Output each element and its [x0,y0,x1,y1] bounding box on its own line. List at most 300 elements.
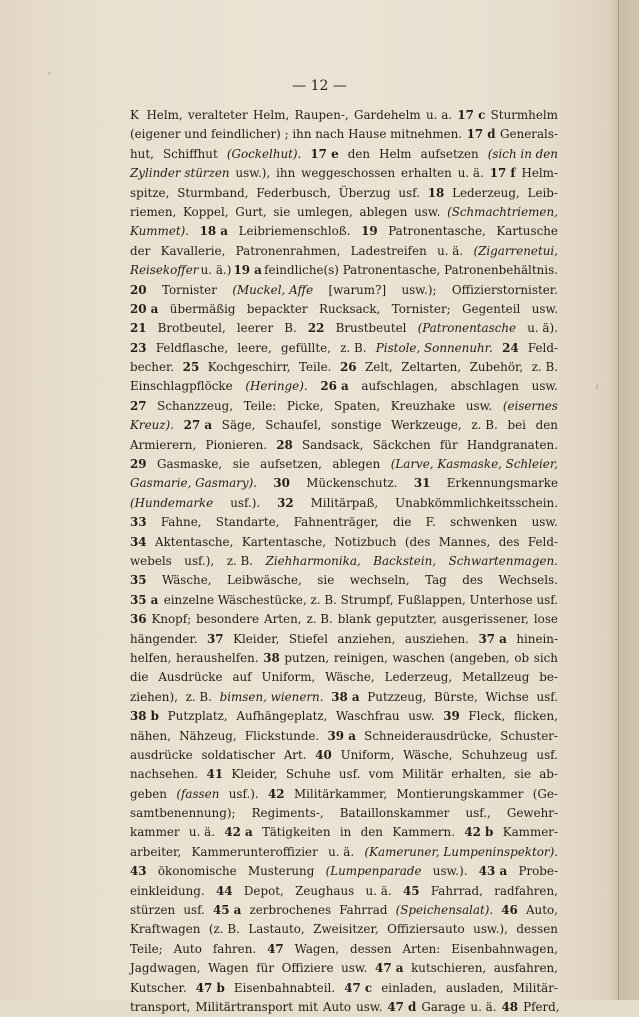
word: usf. [536,689,558,704]
text-line [130,959,558,978]
word: des [498,534,520,549]
entry-number: 19 [361,224,378,239]
text-line [130,300,558,319]
word: Schneiderausdrücke, [364,728,492,743]
word: Jagdwagen, [130,961,201,976]
word: ausziehen. [404,631,469,646]
word: Kartusche [496,224,558,239]
word: Tätigkeiten [262,825,331,840]
word: anziehen, [337,631,396,646]
word: fahren. [212,941,257,956]
word: nachsehen. [130,767,199,782]
text-line [130,184,558,203]
text-line [130,222,558,241]
word: u. ä. [328,844,355,859]
text-line [130,979,558,998]
word: Fahrrad, [430,883,483,898]
italic-term: bimsen, wienern. [219,689,324,704]
text-line [130,339,558,358]
word: Zeltarten, [401,360,462,375]
word: Gasmaske, [157,457,223,472]
word: Rucksack, [319,301,381,316]
word: hängender. [130,631,198,646]
word: Ausdrücke [158,670,223,685]
text-line [130,281,558,300]
italic-term: (eisernes [502,398,558,413]
word: Probe- [518,864,558,879]
word: webels [130,553,172,568]
text-line [130,920,558,939]
entry-number: 36 [130,612,147,627]
text-line [130,746,558,765]
italic-term: (Patronentasche [417,321,517,336]
word: geputzter, [376,612,437,627]
word: u. ä.) [200,263,232,278]
word: Pionieren. [205,437,268,452]
word: Zubehör, [469,360,524,375]
word: usw.). [432,864,468,879]
word: geben [130,786,167,801]
word: erhalten, [451,767,506,782]
word: soldatischer [201,747,275,762]
word: der [130,243,151,258]
fold-line [618,0,619,1000]
word: Patronenrahmen, [235,243,341,258]
word: weggeschossen [301,166,396,181]
word: (angeben, [449,650,510,665]
word: Aufhängeplatz, [236,709,328,724]
word: Knopf; [151,612,192,627]
word: ökonomische [157,864,237,879]
word: usf. [398,185,420,200]
entry-number: 17 c [457,108,486,122]
text-line [130,474,558,493]
word: ablegen [359,204,408,219]
word: leerer [236,321,274,336]
word: usw. [465,398,493,413]
italic-term: (Gockelhut). [226,146,302,161]
entry-number: 47 c [344,980,373,995]
word: Schaufel, [265,418,322,433]
word: z. B. [471,418,498,433]
italic-term: Schwartenmagen. [448,553,558,568]
text-line [130,998,558,1017]
text-line [130,727,558,746]
word: Handgranaten. [466,437,558,452]
word: Kleider, [231,767,278,782]
word: usw. [531,379,558,394]
word: Kartentasche, [241,534,327,549]
word: Uniform, [261,670,316,685]
word: Auto [173,941,202,956]
word: ablegen [332,457,381,472]
word: einzelne Wäschestücke, z. B. Strumpf, Fußlappen, Unterhose usf. [163,592,558,607]
word: usf.). [228,786,259,801]
word: Waschfrau [336,709,400,724]
word: Arten: [402,941,441,956]
italic-term: Backstein, [373,553,437,568]
entry-number: 35 [130,573,147,588]
word: den [347,146,371,161]
italic-term: (Larve, Kasmaske, Schleier, [390,457,558,472]
word: Koppel, [182,204,229,219]
entry-number: 18 a [199,224,229,239]
word: usw. [531,515,558,530]
text-line [130,707,558,726]
word: erhalten [401,166,452,181]
word: samtbenennung); [130,806,236,821]
word: Gewehr- [506,806,558,821]
word: Schuhe [285,767,331,782]
entry-number: 27 [130,398,147,413]
word: Kutscher. [130,980,187,995]
word: z. B. [306,612,333,627]
word: Generals- [500,127,558,142]
word: Brotbeutel, [157,321,226,336]
entry-number: 43 a [478,864,508,879]
italic-term: Pistole, Sonnenuhr. [375,340,493,355]
word: sonstige [331,418,382,433]
word: ob [514,650,530,665]
word: spitze, [130,185,170,200]
word: Raupen-, [294,108,349,122]
word: für [439,437,458,452]
word: Gardehelm [353,108,421,122]
word: Unabkömmlichkeitsschein. [395,495,558,510]
entry-number: 38 [263,650,280,665]
word: u. ä. [188,825,216,840]
word: u. ä). [527,321,558,336]
word: Wichse [485,689,529,704]
word: ausdrücke [130,747,193,762]
italic-term: Gasmarie, Gasmary). [130,476,258,491]
text-line [130,630,558,649]
italic-term: (Speichensalat). [395,903,494,918]
text-line [130,610,558,629]
word: Teile; [130,941,163,956]
page-number: — 12 — [292,78,347,94]
word: feindliche(s) Patronentasche, Patronenbehältnis. [264,263,558,278]
word: Bürste, [434,689,478,704]
italic-term: Kummet). [130,224,190,239]
italic-term: (Zigarrenetui, [473,243,558,258]
word: F. [425,515,436,530]
entry-number: 45 [402,883,420,898]
word: radfahren, [494,883,558,898]
word: Sandsack, [302,437,364,452]
word: nähen, [130,728,171,743]
word: Putzzeug, [367,689,427,704]
word: die [392,515,412,530]
text-line [130,940,558,959]
italic-term: Kreuz). [130,418,174,433]
word: Picke, [286,398,324,413]
entry-number: 18 [427,185,445,200]
entry-number: 23 [130,340,147,355]
italic-term: (Heringe). [245,379,308,394]
word: Federbusch, [256,185,331,200]
italic-term: (sich in den [487,146,558,161]
word: wechseln, [349,573,410,588]
word: Schuster- [500,728,558,743]
word: Fahnenträger, [293,515,379,530]
word: Gurt, [235,204,267,219]
word: heraushelfen. [176,650,259,665]
text-line [130,242,558,261]
entry-number: 30 [273,476,290,491]
text-line [130,765,558,784]
word: bei [507,418,526,433]
word: (z. B. [208,922,240,937]
entry-number: 24 [502,340,519,355]
italic-term: (Schmachtriemen, [447,204,558,219]
word: ausladen, [445,980,504,995]
word: Militär [401,767,444,782]
word: [warum?] [328,282,387,297]
word: Mückenschutz. [306,476,398,491]
word: Flickstunde. [244,728,320,743]
entry-number: 21 [130,321,147,336]
word: Helm [379,146,412,161]
word: B. [284,321,297,336]
word: Schiffhut [162,146,218,161]
text-line [130,358,558,377]
italic-term: (fassen [176,786,220,801]
word: Spaten, [334,398,381,413]
text-line [130,319,558,338]
word: Feld- [527,534,558,549]
word: Kleider, [233,631,280,646]
entry-number: 17 f [489,166,516,181]
word: Putzplatz, [167,709,228,724]
word: Wäsche, [403,747,453,762]
entry-number: 46 [501,903,518,918]
body-text [130,106,558,1017]
word: sich [533,650,558,665]
entry-number: 47 [267,941,284,956]
entry-number: 27 a [183,418,213,433]
word: Garage [421,999,466,1014]
word: kammer [130,825,180,840]
word: aufsetzen [420,146,479,161]
word: transport, [130,999,191,1014]
entry-number: 19 a [233,263,262,278]
word: hut, [130,146,154,161]
word: leere, [237,340,272,355]
entry-number: 35 a [130,592,159,607]
word: Stiefel [288,631,328,646]
word: Fleck, [468,709,506,724]
word: Offiziere [281,961,334,976]
entry-number: 39 [443,709,460,724]
text-line [130,436,558,455]
word: Kraftwagen [130,922,201,937]
text-line [130,843,558,862]
word: Kochgeschirr, [207,360,291,375]
word: einladen, [381,980,437,995]
word: Einschlagpflöcke [130,379,233,394]
word: Pferd, [523,999,560,1014]
italic-term: (Kameruner, Lumpeninspektor). [364,844,558,859]
word: flicken, [513,709,558,724]
text-line [130,416,558,435]
word: usf.), [184,553,215,568]
word: Ladestreifen [350,243,427,258]
entry-number: 28 [276,437,293,452]
word: u. ä. [470,999,497,1014]
entry-number: 32 [277,495,294,510]
word: Metallzeug [462,670,530,685]
word: veralteter [188,108,248,122]
entry-number: 22 [307,321,325,336]
word: riemen, [130,204,177,219]
entry-number: 42 [268,786,285,801]
word: Schuhzeug [461,747,528,762]
word: Eisenbahnabteil. [233,980,336,995]
word: u. a. [425,108,453,122]
word: Überzug [338,185,391,200]
entry-number: 38 b [130,709,160,724]
word: (Ge- [532,786,558,801]
word: Erkennungsmarke [446,476,558,491]
word: Auto [322,999,352,1014]
word: Zelt, [365,360,393,375]
entry-number: 39 a [327,728,356,743]
word: z. B. [340,340,367,355]
text-line [130,397,558,416]
word: sie [514,767,532,782]
word: putzen, [284,650,330,665]
entry-number: 37 a [478,631,507,646]
word: ausfahren, [493,961,558,976]
word: den [360,825,383,840]
entry-number: 47 b [195,980,225,995]
word: Teile. [299,360,332,375]
page-crease [609,0,639,1000]
word: Auto, [525,903,558,918]
word: die [130,670,149,685]
word: Kammer- [502,825,558,840]
text-line [130,785,558,804]
word: usf. [536,747,558,762]
word: usw. [408,709,435,724]
word: Wäsche, [162,573,212,588]
word: Kreuzhake [390,398,456,413]
word: Art. [283,747,307,762]
text-line [130,145,558,164]
word: Säge, [221,418,256,433]
word: K Helm, [130,108,183,122]
text-line [130,862,558,881]
word: stürzen [130,903,176,918]
word: Offizierstornister. [451,282,558,297]
word: ziehen), [130,689,178,704]
word: usf.). [230,495,261,510]
word: usw. [341,961,368,976]
text-line [130,823,558,842]
italic-term: (Lumpenparade [325,864,422,879]
word: u. ä. [437,243,464,258]
word: schwenken [450,515,518,530]
text-line [130,513,558,532]
entry-number: 17 e [310,146,339,161]
word: Leibriemenschloß. [238,224,351,239]
word: z. B. [531,360,558,375]
word: dessen [516,922,558,937]
word: mit [298,999,318,1014]
word: helfen, [130,650,172,665]
word: u. ä. [365,883,392,898]
word: Teile: [243,398,277,413]
word: Tornister [161,282,217,297]
word: Nähzeug, [179,728,237,743]
text-line [130,106,558,125]
word: Lederzeug, [452,185,520,200]
word: Feldflasche, [155,340,229,355]
word: zerbrochenes [249,903,332,918]
word: Militärtransport [195,999,294,1014]
word: Depot, [243,883,284,898]
word: u. ä. [457,166,484,181]
word: z. B. [185,689,212,704]
word: abschlagen [450,379,519,394]
word: sie [232,457,250,472]
word: Leib- [527,185,558,200]
word: Zweisitzer, [313,922,379,937]
word: arbeiter, [130,844,182,859]
word: Sturmband, [177,185,249,200]
text-line [130,125,558,144]
entry-number: 47 a [375,961,404,976]
word: usf. [338,767,361,782]
word: sie [273,204,291,219]
text-line [130,882,558,901]
word: Sturmhelm [490,108,558,122]
italic-term: Ziehharmonika, [265,553,361,568]
word: vom [368,767,394,782]
text-line [130,377,558,396]
text-line [130,552,558,571]
word: Wäsche, [325,670,375,685]
text-line [130,571,558,590]
word: Mannes, [438,534,491,549]
word: Kammern. [392,825,455,840]
word: Brustbeutel [335,321,407,336]
text-line [130,804,558,823]
word: aufschlagen, [361,379,438,394]
word: (des [404,534,431,549]
entry-number: 37 [207,631,224,646]
word: ab- [539,767,558,782]
text-line [130,533,558,552]
word: umlegen, [296,204,353,219]
word: Kammerunteroffizier [191,844,318,859]
entry-number: 31 [413,476,431,491]
entry-number: 26 [339,360,357,375]
word: hinein- [516,631,558,646]
word: Fahne, [160,515,202,530]
word: usw.); [401,282,437,297]
entry-number: 33 [130,515,147,530]
word: Standarte, [215,515,280,530]
word: Gegenteil [462,301,521,316]
italic-term: (Hundemarke [130,495,214,510]
entry-number: 38 a [331,689,360,704]
entry-number: 20 [130,282,147,297]
word: Werkzeuge, [391,418,462,433]
word: Säckchen [372,437,431,452]
entry-number: 43 [130,864,147,879]
